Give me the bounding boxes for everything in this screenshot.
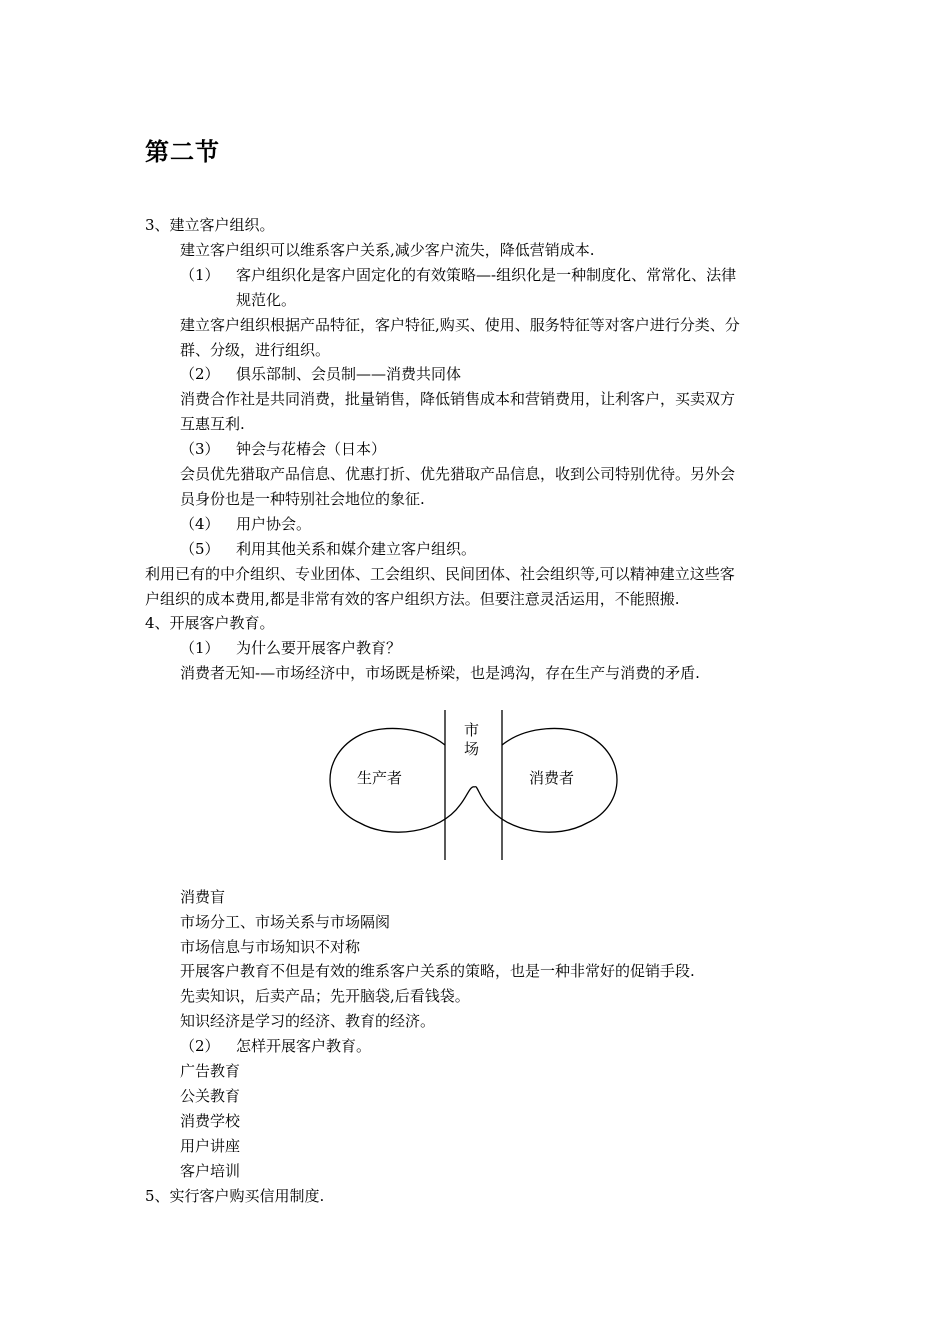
numbered-item [180, 512, 311, 537]
market-label-1: 市 [464, 721, 480, 739]
item-text: 俱乐部制、会员制——消费共同体 [236, 365, 462, 383]
point-5-title: 5、实行客户购买信用制度. [145, 1187, 325, 1205]
item-text: 客户组织化是客户固定化的有效策略—-组织化是一种制度化、常常化、法律 [236, 266, 737, 284]
paragraph-line: 利用已有的中介组织、专业团体、工会组织、民间团体、社会组织等,可以精神建立这些客 [145, 565, 735, 583]
numbered-item [180, 437, 386, 462]
item-number: （4） [180, 515, 220, 533]
item-text: 怎样开展客户教育。 [236, 1037, 372, 1055]
paragraph-line: 公关教育 [180, 1087, 241, 1105]
item-number: （2） [180, 1037, 220, 1055]
paragraph-line: 客户培训 [180, 1162, 241, 1180]
point-4-title: 4、开展客户教育。 [145, 614, 275, 632]
market-diagram [320, 705, 630, 865]
paragraph-line: 建立客户组织可以维系客户关系,减少客户流失，降低营销成本. [180, 241, 595, 259]
producer-label: 生产者 [357, 769, 403, 787]
section-heading: 第二节 [145, 138, 220, 166]
paragraph-line: 消费合作社是共同消费，批量销售，降低销售成本和营销费用，让利客户，买卖双方 [180, 390, 736, 408]
item-number: （2） [180, 365, 220, 383]
paragraph-line: 消费学校 [180, 1112, 241, 1130]
paragraph-line: 市场信息与市场知识不对称 [180, 938, 361, 956]
paragraph-line: 规范化。 [236, 291, 297, 309]
paragraph-line: 户组织的成本费用,都是非常有效的客户组织方法。但要注意灵活运用，不能照搬. [145, 590, 680, 608]
consumer-label: 消费者 [529, 769, 575, 787]
numbered-item [180, 636, 401, 661]
paragraph-line: 消费者无知-—市场经济中，市场既是桥梁，也是鸿沟，存在生产与消费的矛盾. [180, 664, 700, 682]
paragraph-line: 会员优先猎取产品信息、优惠打折、优先猎取产品信息，收到公司特别优待。另外会 [180, 465, 736, 483]
paragraph-line: 广告教育 [180, 1062, 241, 1080]
numbered-item [180, 362, 461, 387]
item-number: （1） [180, 639, 220, 657]
item-text: 用户协会。 [236, 515, 312, 533]
paragraph-line: 市场分工、市场关系与市场隔阂 [180, 913, 391, 931]
paragraph-line: 先卖知识，后卖产品；先开脑袋,后看钱袋。 [180, 987, 470, 1005]
paragraph-line: 员身份也是一种特别社会地位的象征. [180, 490, 425, 508]
paragraph-line: 群、分级，进行组织。 [180, 341, 331, 359]
item-text: 钟会与花椿会（日本） [236, 440, 387, 458]
item-text: 为什么要开展客户教育？ [236, 639, 402, 657]
numbered-item [180, 537, 476, 562]
producer-ellipse [330, 728, 475, 832]
market-label-2: 场 [464, 740, 480, 758]
numbered-item [180, 1034, 371, 1059]
paragraph-line: 知识经济是学习的经济、教育的经济。 [180, 1012, 436, 1030]
paragraph-line: 开展客户教育不但是有效的维系客户关系的策略，也是一种非常好的促销手段. [180, 962, 695, 980]
item-number: （3） [180, 440, 220, 458]
item-text: 利用其他关系和媒介建立客户组织。 [236, 540, 477, 558]
paragraph-line: 互惠互利. [180, 415, 245, 433]
numbered-item [180, 263, 736, 288]
item-number: （5） [180, 540, 220, 558]
paragraph-line: 建立客户组织根据产品特征，客户特征,购买、使用、服务特征等对客户进行分类、分 [180, 316, 740, 334]
point-3-title: 3、建立客户组织。 [145, 216, 275, 234]
item-number: （1） [180, 266, 220, 284]
paragraph-line: 消费盲 [180, 888, 226, 906]
paragraph-line: 用户讲座 [180, 1137, 241, 1155]
